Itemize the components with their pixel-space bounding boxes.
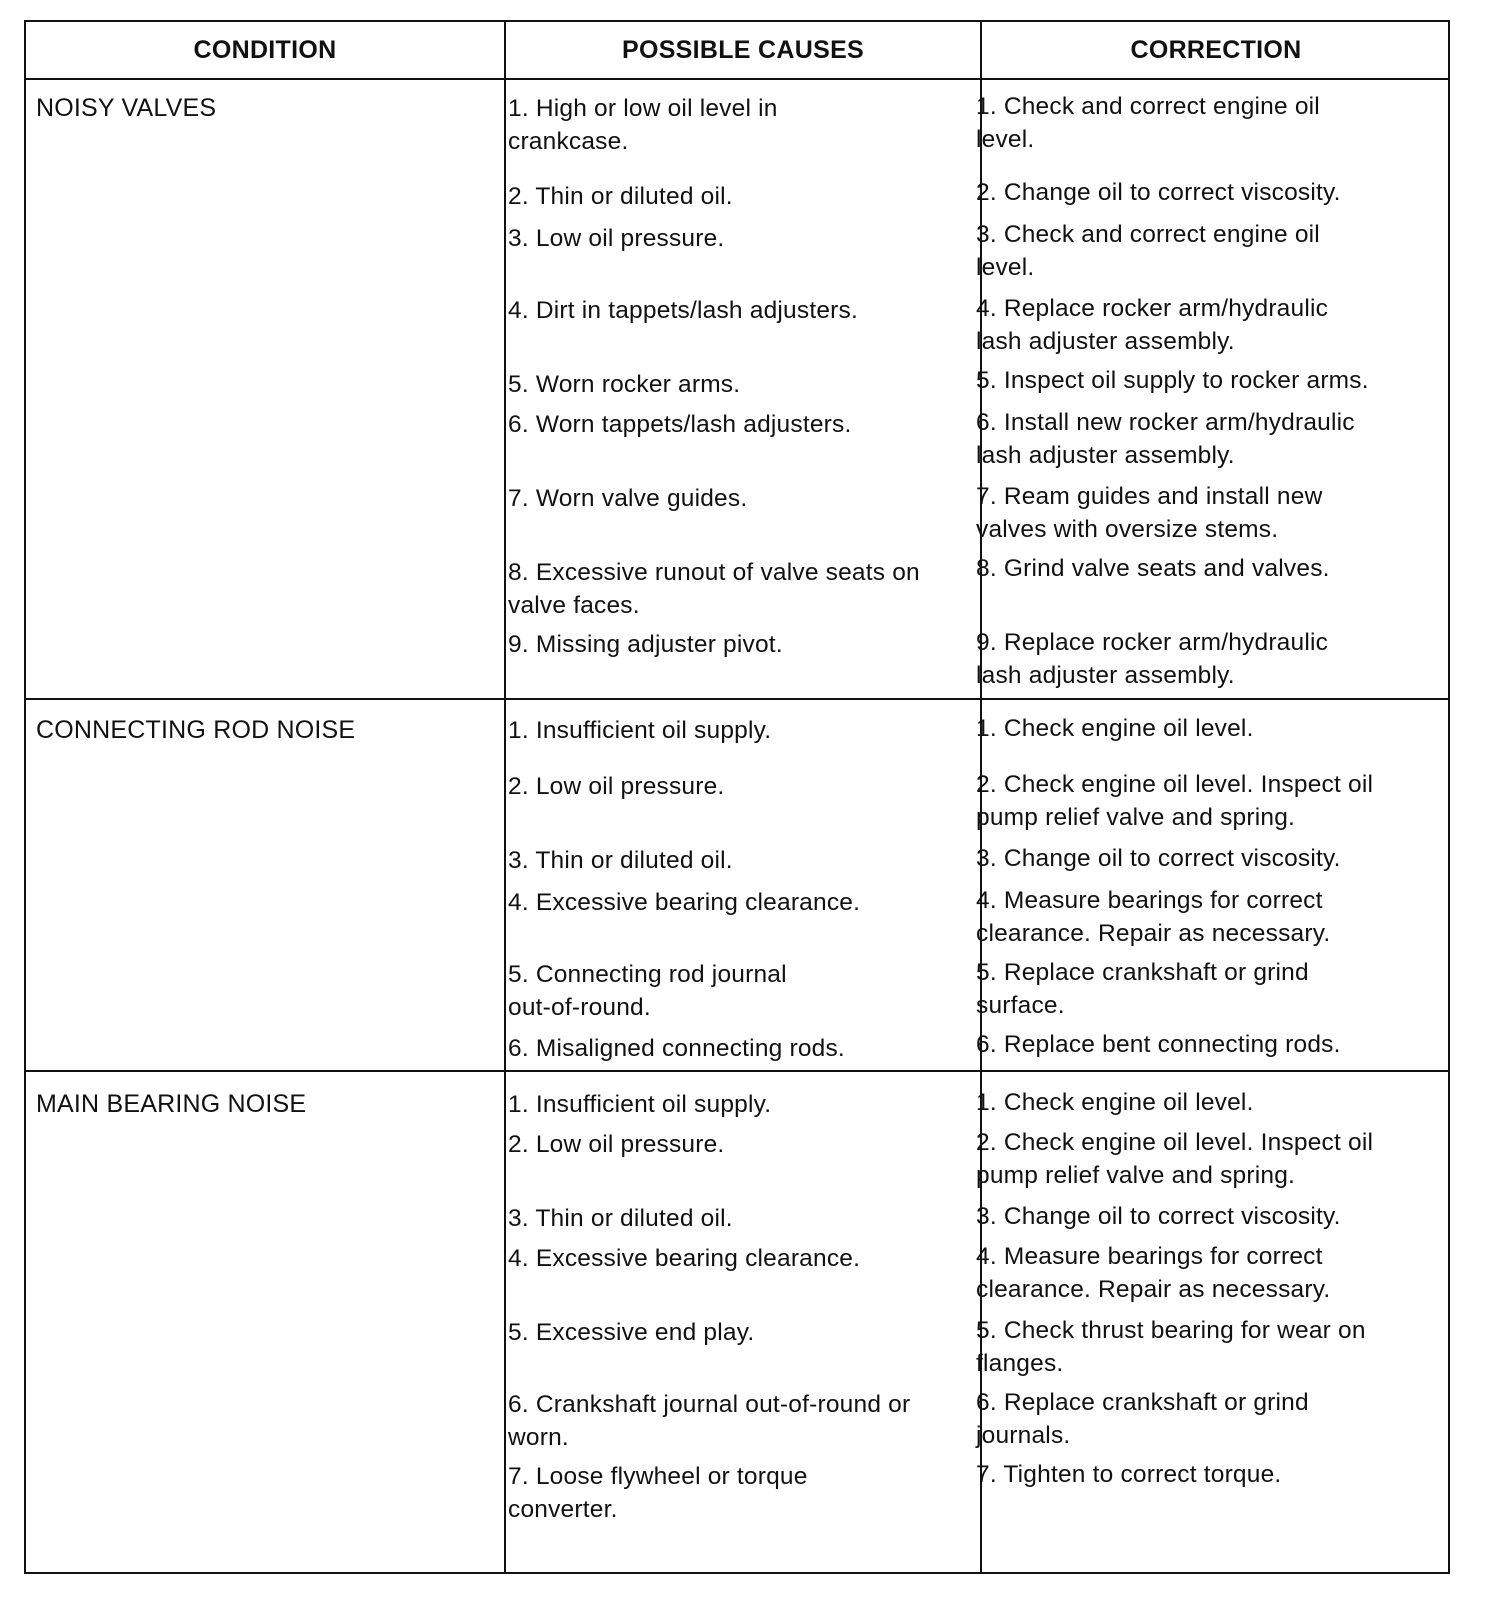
cause-item: 6. Crankshaft journal out-of-round or worn. xyxy=(508,1391,911,1451)
condition-label: NOISY VALVES xyxy=(36,94,217,122)
cause-item: 9. Missing adjuster pivot. xyxy=(508,631,783,658)
cause-item: 2. Thin or diluted oil. xyxy=(508,183,733,210)
table-header xyxy=(26,22,1448,80)
diagnosis-table xyxy=(24,20,1450,1574)
correction-item: 9. Replace rocker arm/hydraulic lash adjuster assembly. xyxy=(976,629,1329,689)
correction-item: 3. Change oil to correct viscosity. xyxy=(976,1203,1341,1230)
correction-item: 2. Change oil to correct viscosity. xyxy=(976,179,1341,206)
cause-item: 3. Thin or diluted oil. xyxy=(508,1205,733,1232)
correction-item: 4. Measure bearings for correct clearance. Repair as necessary. xyxy=(976,1243,1331,1303)
cause-item: 4. Excessive bearing clearance. xyxy=(508,1245,861,1272)
correction-item: 1. Check and correct engine oil level. xyxy=(976,93,1320,153)
cause-item: 2. Low oil pressure. xyxy=(508,1131,725,1158)
row-noisy-valves xyxy=(26,80,1448,700)
cause-item: 6. Misaligned connecting rods. xyxy=(508,1035,845,1062)
cause-item: 8. Excessive runout of valve seats on valve faces. xyxy=(508,559,920,619)
correction-item: 1. Check engine oil level. xyxy=(976,715,1254,742)
correction-item: 8. Grind valve seats and valves. xyxy=(976,555,1330,582)
correction-item: 3. Check and correct engine oil level. xyxy=(976,221,1320,281)
cause-item: 5. Excessive end play. xyxy=(508,1319,755,1346)
cause-item: 6. Worn tappets/lash adjusters. xyxy=(508,411,852,438)
cause-item: 3. Low oil pressure. xyxy=(508,225,725,252)
cause-item: 3. Thin or diluted oil. xyxy=(508,847,733,874)
cause-item: 2. Low oil pressure. xyxy=(508,773,725,800)
condition-label: CONNECTING ROD NOISE xyxy=(36,716,356,744)
correction-item: 7. Tighten to correct torque. xyxy=(976,1461,1282,1488)
cause-item: 1. Insufficient oil supply. xyxy=(508,1091,772,1118)
row-connecting-rod-noise xyxy=(26,700,1448,1072)
cause-item: 5. Connecting rod journal out-of-round. xyxy=(508,961,787,1021)
correction-item: 6. Replace crankshaft or grind journals. xyxy=(976,1389,1309,1449)
condition-label: MAIN BEARING NOISE xyxy=(36,1090,307,1118)
correction-item: 5. Check thrust bearing for wear on flanges. xyxy=(976,1317,1366,1377)
header-correction: CORRECTION xyxy=(1130,35,1302,64)
cause-item: 1. Insufficient oil supply. xyxy=(508,717,772,744)
correction-item: 7. Ream guides and install new valves with oversize stems. xyxy=(976,483,1323,543)
correction-item: 4. Measure bearings for correct clearance. Repair as necessary. xyxy=(976,887,1331,947)
row-main-bearing-noise xyxy=(26,1072,1448,1572)
correction-item: 2. Check engine oil level. Inspect oil pump relief valve and spring. xyxy=(976,1129,1374,1189)
cause-item: 1. High or low oil level in crankcase. xyxy=(508,95,778,155)
correction-item: 1. Check engine oil level. xyxy=(976,1089,1254,1116)
correction-item: 2. Check engine oil level. Inspect oil pump relief valve and spring. xyxy=(976,771,1374,831)
cause-item: 7. Worn valve guides. xyxy=(508,485,748,512)
correction-item: 6. Install new rocker arm/hydraulic lash adjuster assembly. xyxy=(976,409,1355,469)
correction-item: 6. Replace bent connecting rods. xyxy=(976,1031,1341,1058)
header-possible-causes: POSSIBLE CAUSES xyxy=(621,35,865,64)
cause-item: 7. Loose flywheel or torque converter. xyxy=(508,1463,808,1523)
cause-item: 4. Dirt in tappets/lash adjusters. xyxy=(508,297,858,324)
correction-item: 3. Change oil to correct viscosity. xyxy=(976,845,1341,872)
cause-item: 5. Worn rocker arms. xyxy=(508,371,741,398)
cause-item: 4. Excessive bearing clearance. xyxy=(508,889,861,916)
header-condition: CONDITION xyxy=(193,35,337,64)
correction-item: 5. Replace crankshaft or grind surface. xyxy=(976,959,1309,1019)
correction-item: 4. Replace rocker arm/hydraulic lash adjuster assembly. xyxy=(976,295,1329,355)
correction-item: 5. Inspect oil supply to rocker arms. xyxy=(976,367,1369,394)
